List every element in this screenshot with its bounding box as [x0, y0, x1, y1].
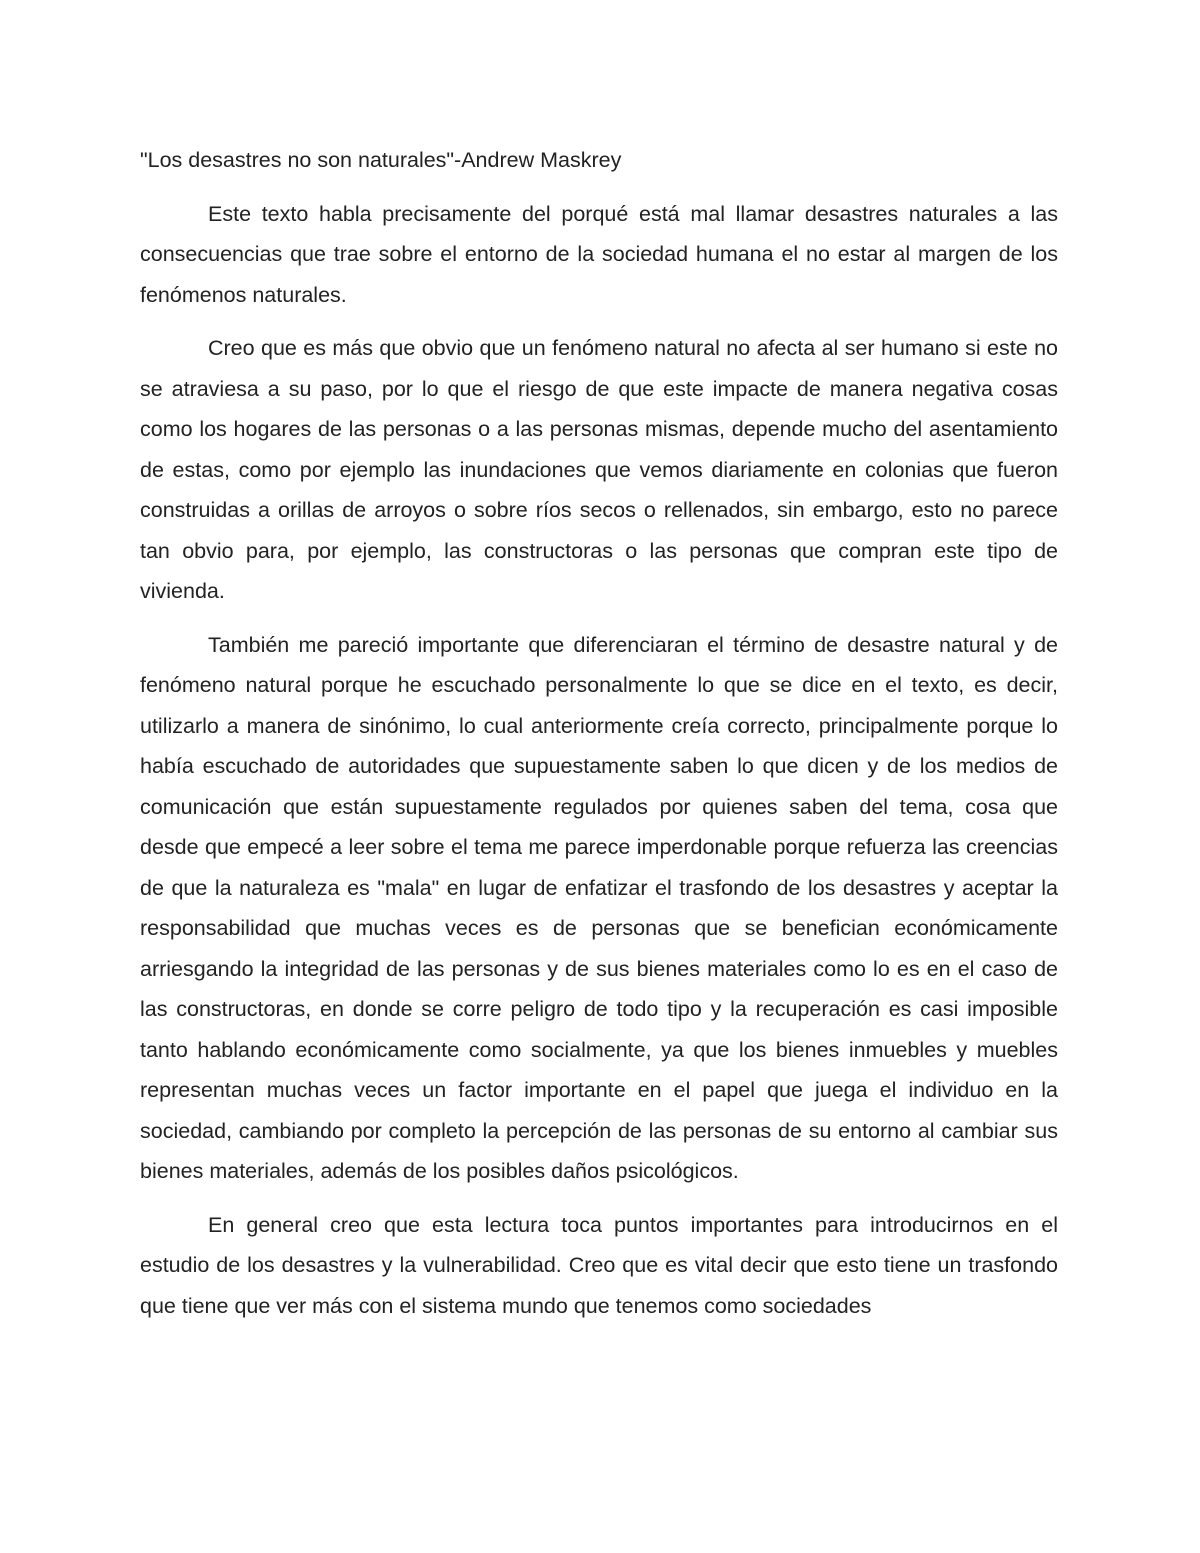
document-body [140, 140, 1058, 1339]
paragraph-1: Este texto habla precisamente del porqué está mal llamar desastres naturales a las consecuencias que trae sobre el entorno de la sociedad humana el no estar al margen de los fenómenos naturales. [140, 201, 1058, 307]
document-title: "Los desastres no son naturales"-Andrew Maskrey [140, 148, 622, 172]
paragraph-4: En general creo que esta lectura toca puntos importantes para introducirnos en el estudio de los desastres y la vulnerabilidad. Creo que es vital decir que esto tiene un trasfondo que tiene que ver más con el sistema mundo que tenemos como sociedades [140, 1212, 1058, 1318]
paragraph-2: Creo que es más que obvio que un fenómeno natural no afecta al ser humano si este no se atraviesa a su paso, por lo que el riesgo de que este impacte de manera negativa cosas como los hogares de las personas o a las personas mismas, depende mucho del asentamiento de estas, como por ejemplo las inundaciones que vemos diariamente en colonias que fueron construidas a orillas de arroyos o sobre ríos secos o rellenados, sin embargo, esto no parece tan obvio para, por ejemplo, las constructoras o las personas que compran este tipo de vivienda. [140, 336, 1058, 603]
paragraph-3: También me pareció importante que diferenciaran el término de desastre natural y de fenómeno natural porque he escuchado personalmente lo que se dice en el texto, es decir, utilizarlo a manera de sinónimo, lo cual anteriormente creía correcto, principalmente porque lo había escuchado de autoridades que supuestamente saben lo que dicen y de los medios de comunicación que están supuestamente regulados por quienes saben del tema, cosa que desde que empecé a leer sobre el tema me parece imperdonable porque refuerza las creencias de que la naturaleza es "mala" en lugar de enfatizar el trasfondo de los desastres y aceptar la responsabilidad que muchas veces es de personas que se benefician económicamente arriesgando la integridad de las personas y de sus bienes materiales como lo es en el caso de las constructoras, en donde se corre peligro de todo tipo y la recuperación es casi imposible tanto hablando económicamente como socialmente, ya que los bienes inmuebles y muebles representan muchas veces un factor importante en el papel que juega el individuo en la sociedad, cambiando por completo la percepción de las personas de su entorno al cambiar sus bienes materiales, además de los posibles daños psicológicos. [140, 632, 1058, 1183]
